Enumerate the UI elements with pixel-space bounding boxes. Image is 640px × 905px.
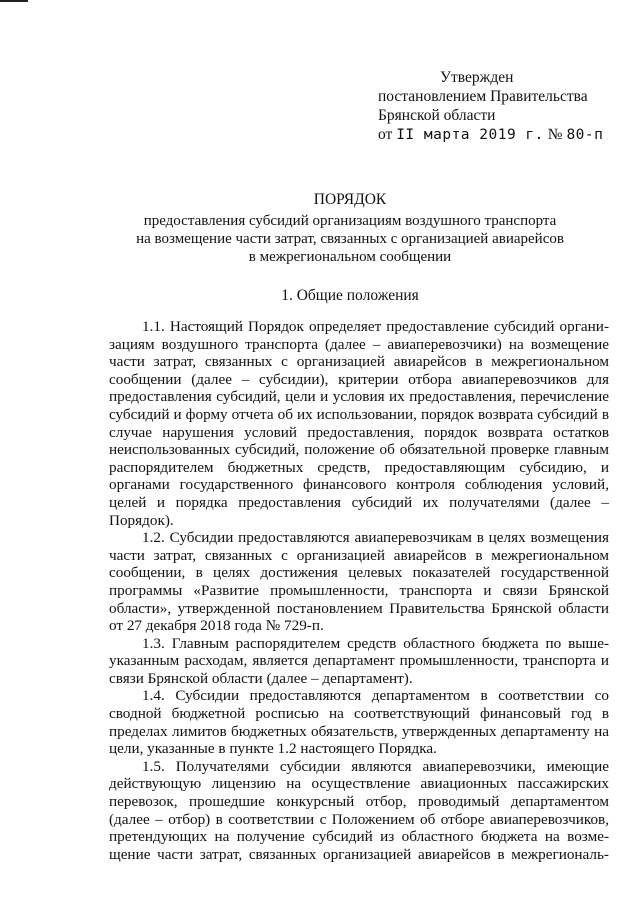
document-subtitle-line: на возмещение части затрат, связанных с организацией авиарейсов (136, 231, 564, 247)
document-subtitle-line: предоставления субсидий организациям воздушного транспорта (143, 213, 557, 229)
document-subtitle-line: в межрегиональном сообщении (248, 249, 452, 265)
approval-resolution: постановлением Правительства (378, 88, 588, 105)
section-title: 1. Общие положения (281, 287, 419, 304)
approval-date-line (378, 125, 628, 145)
approval-number: 80-п (566, 127, 604, 143)
scan-corner-mark (0, 0, 28, 2)
approval-date-prefix: от (378, 126, 393, 143)
approval-block (378, 68, 628, 145)
document-body (109, 318, 609, 863)
approval-date: II марта 2019 г. (396, 127, 544, 143)
approval-region: Брянской области (378, 107, 496, 124)
approval-number-mark: № (547, 126, 563, 143)
approval-approved: Утвержден (440, 69, 514, 86)
paragraph-1-5: 1.5. Получателями субсидии являются авиаперевозчики, имеющие действующую лицензию на осуществление авиационных пассажирских перевозок, прошедшие конкурсный отбор, проводимый департаментом (далее – отбор) в соответствии с Положением об отборе авиаперевозчиков, претендующих на получение субсидий из областного бюджета на возмещение части затрат, связанных организацией авиарейсов в межрегиональ- (109, 757, 609, 863)
document-heading (100, 191, 600, 266)
paragraph-1-2: 1.2. Субсидии предоставляются авиаперевозчикам в целях возмещения части затрат, связанных с организацией авиарейсов в межрегиональном сообщении, в целях достижения целевых показателей государственной программы «Развитие промышленности, транспорта и связи Брянской области», утвержденной постановлением Правительства Брянской области от 27 декабря 2018 года № 729-п. (109, 529, 609, 635)
paragraph-1-4: 1.4. Субсидии предоставляются департаментом в соответствии со сводной бюджетной росписью на соответствующий финансовый год в пределах лимитов бюджетных обязательств, утвержденных департаменту на цели, указанные в пункте 1.2 настоящего Порядка. (109, 687, 609, 758)
document-title: ПОРЯДОК (313, 191, 387, 208)
paragraph-1-1: 1.1. Настоящий Порядок определяет предоставление субсидий организациям воздушного транспорта (далее – авиаперевозчики) на возмещение части затрат, связанных с организацией авиарейсов в межрегиональном сообщении (далее – субсидии), критерии отбора авиаперевозчиков для предоставления субсидий, цели и условия их предоставления, перечисление субсидий и форму отчета об их использовании, порядок возврата субсидий в случае нарушения условий предоставления, порядок возврата остатков неиспользованных субсидий, положение об обязательной проверке главным распорядителем бюджетных средств, предоставляющим субсидию, и органами государственного финансового контроля соблюдения условий, целей и порядка предоставления субсидий их получателями (далее – Порядок). (109, 318, 609, 529)
paragraph-1-3: 1.3. Главным распорядителем средств областного бюджета по вышеуказанным расходам, является департамент промышленности, транспорта и связи Брянской области (далее – департамент). (109, 634, 609, 687)
